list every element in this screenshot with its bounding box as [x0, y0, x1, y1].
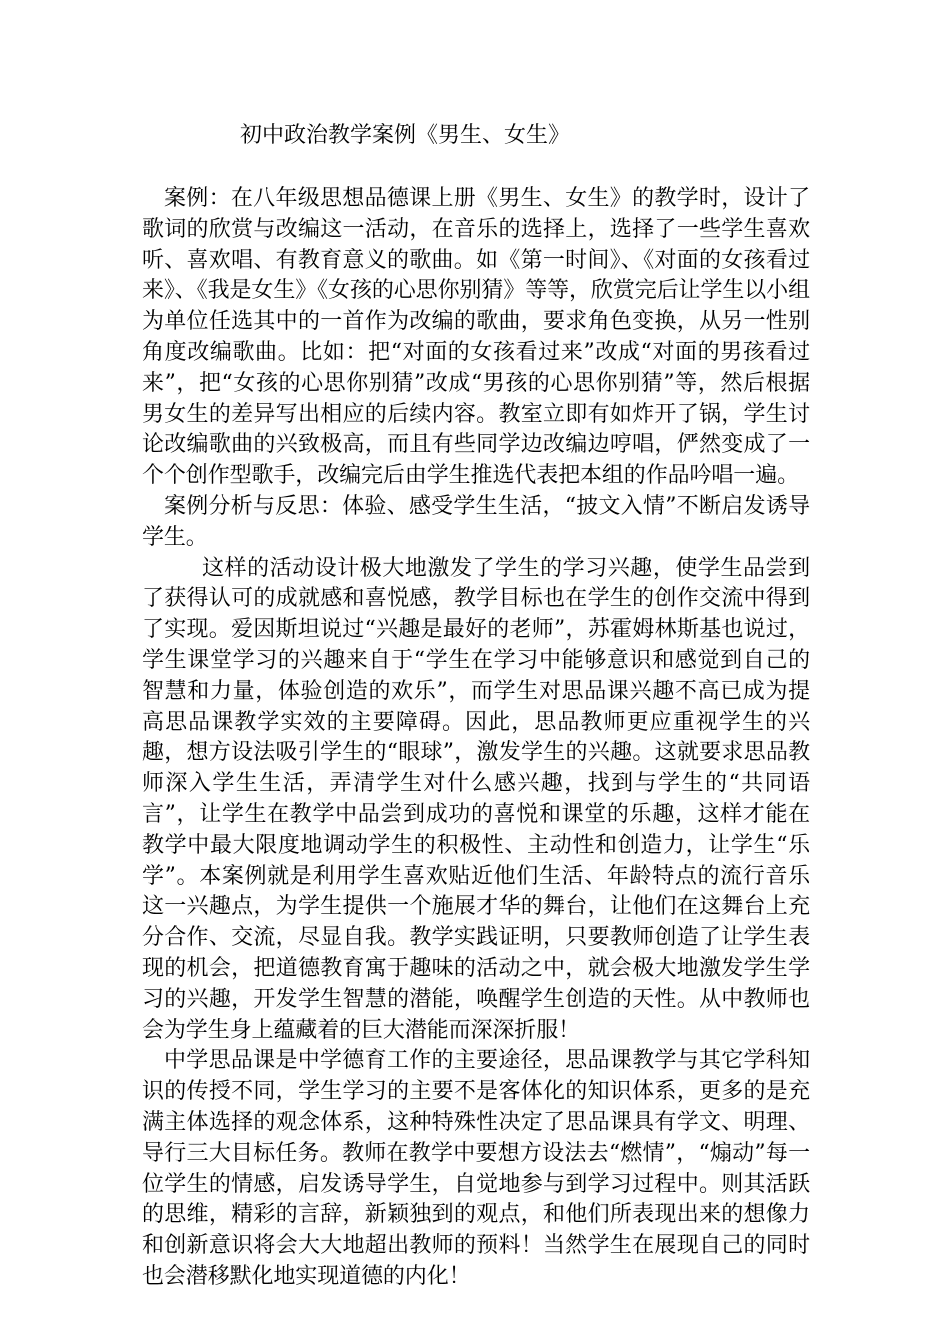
paragraph-analysis: 这样的活动设计极大地激发了学生的学习兴趣，使学生品尝到了获得认可的成就感和喜悦感，教学目标也在学生的创作交流中得到了实现。爱因斯坦说过“兴趣是最好的老师”，苏霍姆林斯基也说过，学生课堂学习的兴趣来自于“学生在学习中能够意识和感觉到自己的智慧和力量，体验创造的欢乐”，而学生对思品课兴趣不高已成为提高思品课教学实效的主要障碍。因此，思品教师更应重视学生的兴趣，想方设法吸引学生的“眼球”，激发学生的兴趣。这就要求思品教师深入学生生活，弄清学生对什么感兴趣，找到与学生的“共同语言”，让学生在教学中品尝到成功的喜悦和课堂的乐趣，这样才能在教学中最大限度地调动学生的积极性、主动性和创造力，让学生“乐学”。本案例就是利用学生喜欢贴近他们生活、年龄特点的流行音乐这一兴趣点，为学生提供一个施展才华的舞台，让他们在这舞台上充分合作、交流，尽显自我。教学实践证明，只要教师创造了让学生表现的机会，把道德教育寓于趣味的活动之中，就会极大地激发学生学习的兴趣，开发学生智慧的潜能，唤醒学生创造的天性。从中教师也会为学生身上蕴藏着的巨大潜能而深深折服！ [142, 555, 810, 1043]
document-page [142, 118, 810, 1293]
paragraph-conclusion: 中学思品课是中学德育工作的主要途径，思品课教学与其它学科知识的传授不同，学生学习的主要不是客体化的知识体系，更多的是充满主体选择的观念体系，这种特殊性决定了思品课具有学文、明理、导行三大目标任务。教师在教学中要想方设法去“燃情”，“煽动”每一位学生的情感，启发诱导学生，自觉地参与到学习过程中。则其活跃的思维，精彩的言辞，新颖独到的观点，和他们所表现出来的想像力和创新意识将会大大地超出教师的预料！当然学生在展现自己的同时也会潜移默化地实现道德的内化！ [142, 1048, 810, 1289]
paragraph-case: 案例：在八年级思想品德课上册《男生、女生》的教学时，设计了歌词的欣赏与改编这一活动，在音乐的选择上，选择了一些学生喜欢听、喜欢唱、有教育意义的歌曲。如《第一时间》、《对面的女孩看过来》、《我是女生》《女孩的心思你别猜》等等，欣赏完后让学生以小组为单位任选其中的一首作为改编的歌曲，要求角色变换，从另一性别角度改编歌曲。比如：把“对面的女孩看过来”改成“对面的男孩看过来”，把“女孩的心思你别猜”改成“男孩的心思你别猜”等，然后根据男女生的差异写出相应的后续内容。教室立即有如炸开了锅，学生讨论改编歌曲的兴致极高，而且有些同学边改编边哼唱，俨然变成了一个个创作型歌手，改编完后由学生推选代表把本组的作品吟唱一遍。 [142, 186, 810, 489]
document-title: 初中政治教学案例《男生、女生》 [240, 123, 571, 148]
paragraph-analysis-heading: 案例分析与反思：体验、感受学生生活，“披文入情”不断启发诱导学生。 [142, 493, 810, 550]
